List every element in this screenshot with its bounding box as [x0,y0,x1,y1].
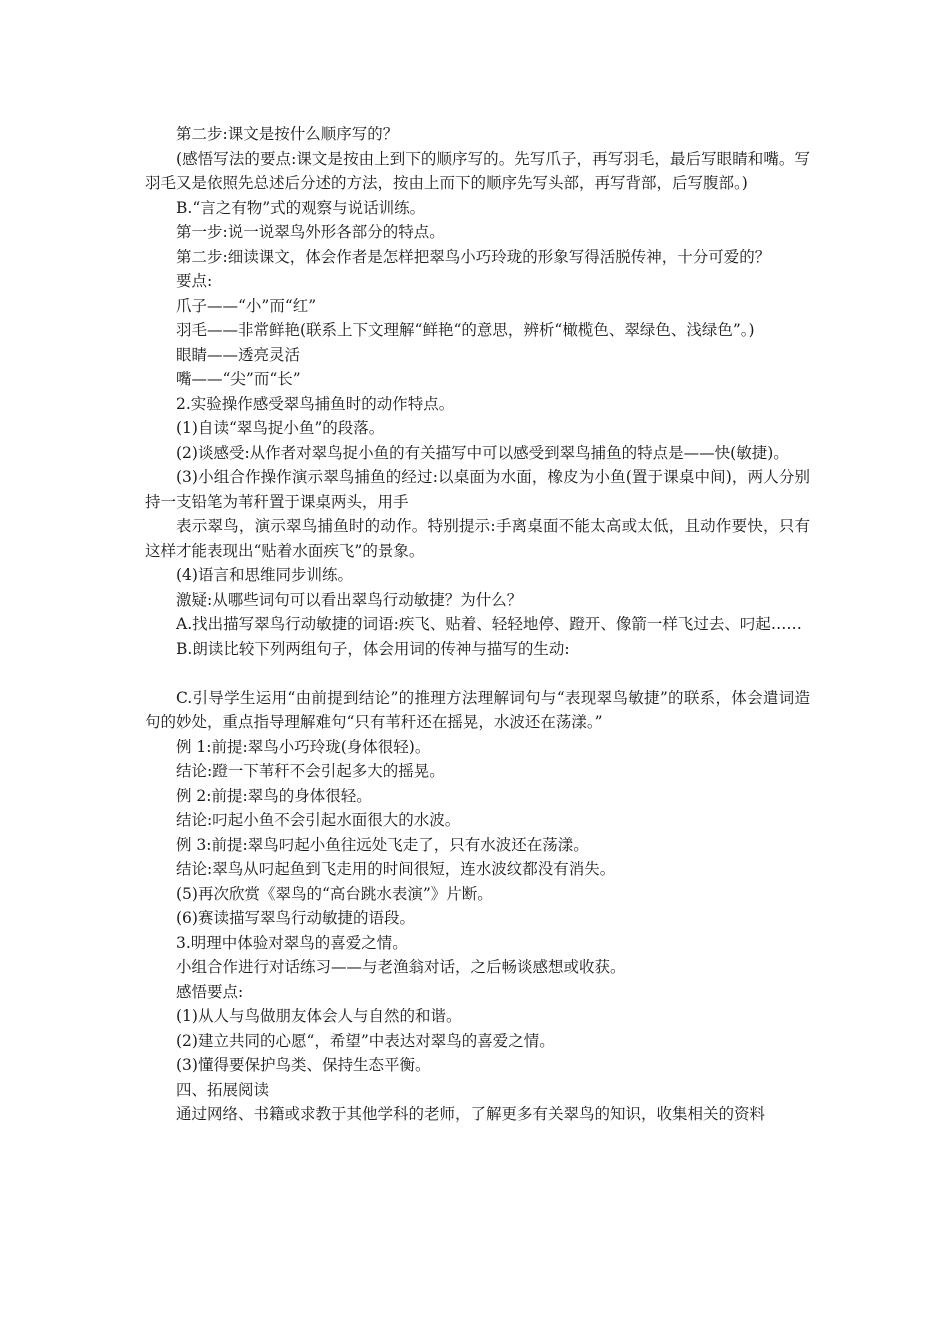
paragraph: 第二步:细读课文，体会作者是怎样把翠鸟小巧玲珑的形象写得活脱传神，十分可爱的？ [176,247,771,266]
paragraph: 例 3:前提:翠鸟叼起小鱼往远处飞走了，只有水波还在荡漾。 [176,835,589,854]
paragraph: 感悟要点: [176,982,244,1001]
paragraph: C.引导学生运用“由前提到结论”的推理方法理解词句与“表现翠鸟敏捷”的联系，体会遣词造句的妙处，重点指导理解难句“只有苇秆还在摇晃，水波还在荡漾。” [145,688,810,731]
paragraph: 表示翠鸟，演示翠鸟捕鱼时的动作。特别提示:手离桌面不能太高或太低，且动作要快，只有这样才能表现出“贴着水面疾飞”的景象。 [145,517,810,560]
paragraph: (1)自读“翠鸟捉小鱼”的段落。 [176,419,385,437]
paragraph: 结论:蹬一下苇秆不会引起多大的摇晃。 [176,762,445,780]
paragraph: 要点: [176,272,213,290]
paragraph: (2)谈感受:从作者对翠鸟捉小鱼的有关描写中可以感受到翠鸟捕鱼的特点是——快(敏捷)。 [176,443,789,462]
paragraph: B.“言之有物”式的观察与说话训练。 [176,198,426,217]
paragraph: (感悟写法的要点:课文是按由上到下的顺序写的。先写爪子，再写羽毛，最后写眼睛和嘴。写羽毛又是依照先总述后分述的方法，按由上而下的顺序先写头部，再写背部，后写腹部。) [145,149,810,192]
section-heading: 四、拓展阅读 [176,1080,270,1099]
paragraph: 例 1:前提:翠鸟小巧玲珑(身体很轻)。 [176,737,431,756]
paragraph: (1)从人与鸟做朋友体会人与自然的和谐。 [176,1007,462,1025]
paragraph: 3.明理中体验对翠鸟的喜爱之情。 [176,933,408,952]
paragraph: 第二步:课文是按什么顺序写的？ [176,125,399,143]
paragraph: 例 2:前提:翠鸟的身体很轻。 [176,786,372,805]
paragraph: 结论:翠鸟从叼起鱼到飞走用的时间很短，连水波纹都没有消失。 [176,860,616,878]
paragraph: (6)赛读描写翠鸟行动敏捷的语段。 [176,909,415,927]
paragraph: 2.实验操作感受翠鸟捕鱼时的动作特点。 [176,394,455,413]
paragraph: (3)懂得要保护鸟类、保持生态平衡。 [176,1056,431,1074]
paragraph: 眼睛——透亮灵活 [176,345,301,364]
paragraph: 嘴——“尖”而“长” [176,370,301,388]
document-body [145,122,810,1127]
paragraph: 爪子——“小”而“红” [176,296,317,315]
paragraph: 结论:叼起小鱼不会引起水面很大的水波。 [176,811,461,829]
paragraph: 激疑:从哪些词句可以看出翠鸟行动敏捷？为什么？ [176,590,523,609]
paragraph: 第一步:说一说翠鸟外形各部分的特点。 [176,223,445,241]
blank-line [145,661,810,686]
paragraph: (5)再次欣赏《翠鸟的“高台跳水表演”》片断。 [176,884,493,903]
paragraph: (3)小组合作操作演示翠鸟捕鱼的经过:以桌面为水面，橡皮为小鱼(置于课桌中间)，两人分别持一支铅笔为苇秆置于课桌两头，用手 [145,468,810,511]
paragraph: 通过网络、书籍或求教于其他学科的老师，了解更多有关翠鸟的知识，收集相关的资料 [176,1105,766,1123]
paragraph: (4)语言和思维同步训练。 [176,566,353,584]
paragraph: 羽毛——非常鲜艳(联系上下文理解“鲜艳“的意思，辨析“橄榄色、翠绿色、浅绿色”。) [176,321,755,339]
paragraph: B.朗读比较下列两组句子，体会用词的传神与描写的生动: [176,639,570,658]
paragraph: A.找出描写翠鸟行动敏捷的词语:疾飞、贴着、轻轻地停、蹬开、像箭一样飞过去、叼起…… [176,615,802,633]
paragraph: 小组合作进行对话练习——与老渔翁对话，之后畅谈感想或收获。 [176,958,626,976]
paragraph: (2)建立共同的心愿“，希望”中表达对翠鸟的喜爱之情。 [176,1031,555,1050]
